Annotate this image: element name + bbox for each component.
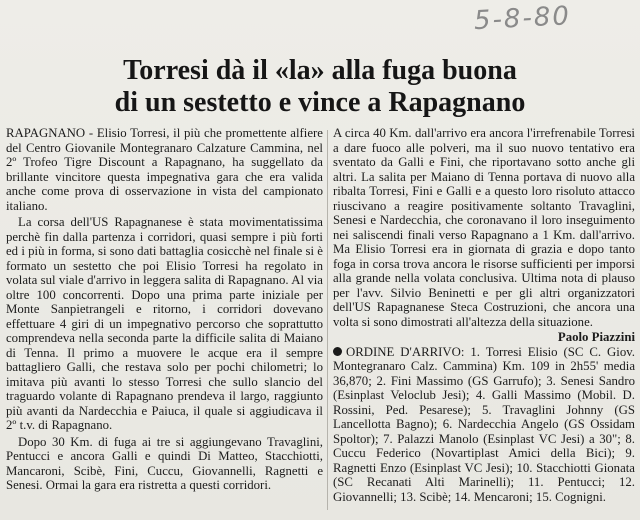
article-column-right [333,126,635,504]
paragraph-3: Dopo 30 Km. di fuga ai tre si aggiungevano Travaglini, Pentucci e ancora Galli e quindi Di Matteo, Stacchiotti, Mancaroni, Scibè, Fini, Cuccu, Giovannelli, Ragnetti e Senesi. Ormai la gara era ristretta a questi corridori. [6,434,323,492]
bullet-icon [333,347,342,356]
paragraph-2: La corsa dell'US Rapagnanese è stata movimentatissima perchè fin dalla partenza i corridori, quasi sempre i più forti ed i più in forma, si sono dati battaglia cosicchè nel finale si è formato un sestetto che poi Elisio Torresi ha regolato in volata sul viale d'arrivo in leggera salita di Rapagnano. Al via oltre 100 concorrenti. Dopo una prima parte iniziale per Monte Sanpietrangeli e ritorno, i corridori dovevano effettuare 4 giri di un impegnativo percorso che soprattutto comprendeva nella seconda parte la difficile salita di Maiano di Tenna. Il primo a muovere le acque era il sempre battagliero Galli, che restava solo per pochi chilometri; lo imitava più avanti lo stesso Torresi che sullo slancio del traguardo volante di Rapagnano prendeva il largo, raggiunto più avanti da Nardecchia e Paiuca, il quale si aggiudicava il 2º t.v. di Rapagnano. [6,215,323,432]
headline-line-1: Torresi dà il «la» alla fuga buona [123,55,517,86]
handwritten-date: 5-8-80 [473,1,572,37]
finishing-order [333,345,635,505]
finishing-order-text: ORDINE D'ARRIVO: 1. Torresi Elisio (SC C. Giov. Montegranaro Calz. Cammina) Km. 109 in 2h55' media 36,870; 2. Fini Massimo (GS Garrufo); 3. Senesi Sandro (Esinplast Veloclub Jesi); 4. Galli Massimo (Mobil. D. Rossini, Ped. Pesarese); 5. Travaglini Johnny (GS Lancellotta Bagno); 6. Nardecchia Angelo (GS Ossidam Spoltor); 7. Palazzi Manolo (Esinplast VC Jesi) a 30"; 8. Cuccu Federico (Novartiplast Amici della Bici); 9. Ragnetti Enzo (Esinplast VC Jesi); 10. Stacchiotti Gionata (SC Recanati Alti Marinelli); 11. Pentucci; 12. Giovannelli; 13. Scibè; 14. Mencaroni; 15. Cognigni. [333,344,635,504]
paragraph-1: RAPAGNANO - Elisio Torresi, il più che promettente alfiere del Centro Giovanile Montegranaro Calzature Cammina, nel 2º Trofeo Tigre Discount a Rapagnano, ha suggellato da brillante vincitore questa impegnativa gara che era valida anche come prova di osservazione in vista del campionato italiano. [6,126,323,213]
column-divider [327,130,328,510]
paragraph-4: A circa 40 Km. dall'arrivo era ancora l'irrefrenabile Torresi a dare fuoco alle polveri, ma il suo nuovo tentativo era sventato da Galli e Fini, che riportavano sotto anche gli altri. La salita per Maiano di Tenna portava di nuovo alla ribalta Torresi, Fini e Galli e a questo loro risoluto attacco riuscivano a reagire positivamente soltanto Travaglini, Senesi e Nardecchia, che coronavano il loro inseguimento nei saliscendi finali verso Rapagnano a 1 Km. dall'arrivo. Ma Elisio Torresi era in giornata di grazia e dopo tanto foga in corsa trova ancora le risorse sufficienti per imporsi alla grande nella volata conclusiva. Ultima nota di plauso per l'avv. Silvio Beninetti e per gli altri organizzatori dell'US Rapagnanese Steca Costruzioni, che ancora una volta si sono dimostrati all'altezza della situazione. [333,126,635,329]
headline-line-2: di un sestetto e vince a Rapagnano [114,87,526,118]
headline [20,55,620,119]
article-column-left [6,126,323,493]
byline: Paolo Piazzini [557,330,635,344]
